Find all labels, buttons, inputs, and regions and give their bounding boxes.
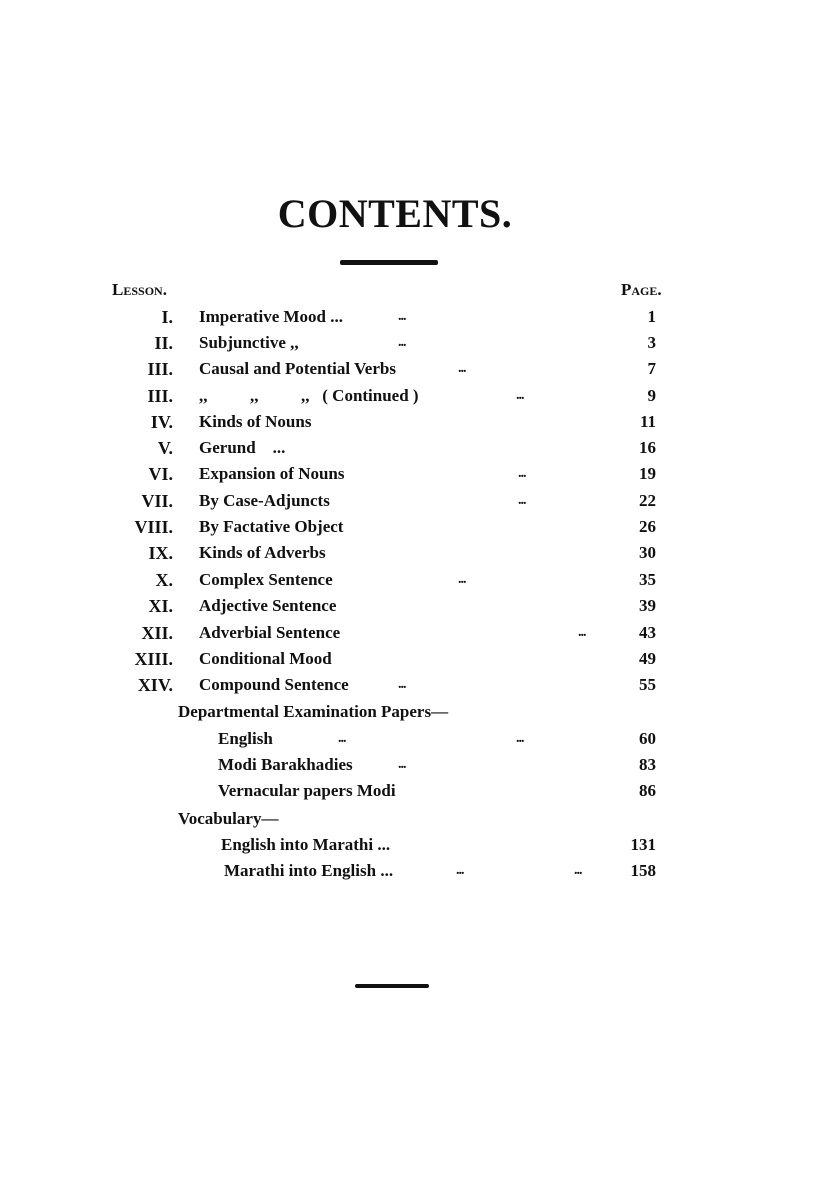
leader-dots: ...: [518, 466, 526, 481]
toc-row-lesson-9[interactable]: [0, 514, 840, 540]
page-number: 9: [647, 386, 656, 405]
section-heading: Departmental Examination Papers—: [178, 702, 449, 721]
lesson-number: II.: [154, 333, 173, 353]
lesson-column-header: Lesson.: [112, 280, 167, 299]
toc-row-marathi-into-english[interactable]: [0, 858, 840, 884]
lesson-title: By Factative Object: [199, 517, 344, 536]
toc-row-lesson-12[interactable]: [0, 593, 840, 619]
toc-row-lesson-13[interactable]: [0, 620, 840, 646]
section-heading: Vocabulary—: [178, 809, 279, 828]
leader-dots: ...: [516, 731, 524, 746]
toc-row-lesson-15[interactable]: [0, 672, 840, 698]
lesson-number: IV.: [150, 412, 173, 432]
page-number: 158: [630, 861, 656, 880]
page-number: 3: [647, 333, 656, 352]
toc-row-lesson-5[interactable]: [0, 409, 840, 435]
toc-row-lesson-6[interactable]: [0, 435, 840, 461]
leader-dots: ...: [574, 863, 582, 878]
page-number: 55: [639, 675, 656, 694]
page-number: 86: [639, 781, 656, 800]
lesson-number: XIII.: [134, 649, 173, 669]
page-number: 1: [647, 307, 656, 326]
page-number: 11: [639, 412, 656, 431]
toc-row-lesson-2[interactable]: [0, 330, 840, 356]
leader-dots: ...: [338, 731, 346, 746]
lesson-title: Expansion of Nouns: [199, 464, 345, 483]
lesson-title: Kinds of Nouns: [199, 412, 312, 431]
toc-row-vernacular-papers[interactable]: [0, 778, 840, 804]
lesson-number: V.: [157, 438, 173, 458]
leader-dots: ...: [398, 677, 406, 692]
toc-row-lesson-14[interactable]: [0, 646, 840, 672]
leader-dots: ...: [578, 625, 586, 640]
lesson-number: I.: [161, 307, 173, 327]
toc-row-lesson-11[interactable]: [0, 567, 840, 593]
entry-title: English into Marathi ...: [221, 835, 391, 854]
toc-row-lesson-4[interactable]: [0, 383, 840, 409]
toc-row-lesson-3[interactable]: [0, 356, 840, 382]
page-number: 19: [639, 464, 656, 483]
entry-title: Marathi into English ...: [224, 861, 394, 880]
leader-dots: ...: [518, 493, 526, 508]
lesson-title: Subjunctive ,,: [199, 333, 299, 352]
lesson-number: III.: [147, 359, 173, 379]
leader-dots: ...: [458, 361, 466, 376]
lesson-number: III.: [147, 386, 173, 406]
leader-dots: ...: [398, 309, 406, 324]
toc-row-english-into-marathi[interactable]: [0, 832, 840, 858]
entry-title: Vernacular papers Modi: [218, 781, 396, 800]
lesson-number: XI.: [148, 596, 173, 616]
page-column-header: Page.: [621, 280, 662, 299]
title-rule: [340, 260, 438, 265]
page-number: 49: [639, 649, 656, 668]
lesson-number: IX.: [148, 543, 173, 563]
page-number: 7: [647, 359, 656, 378]
lesson-title: Gerund ...: [199, 438, 286, 457]
lesson-number: VI.: [148, 464, 173, 484]
page-number: 39: [639, 596, 656, 615]
toc-row-lesson-8[interactable]: [0, 488, 840, 514]
lesson-number: X.: [155, 570, 173, 590]
toc-row-english[interactable]: [0, 726, 840, 752]
lesson-title: Complex Sentence: [199, 570, 333, 589]
lesson-title: Imperative Mood ...: [199, 307, 344, 326]
page-number: 26: [639, 517, 656, 536]
lesson-title: Adverbial Sentence: [199, 623, 341, 642]
page-number: 131: [630, 835, 656, 854]
lesson-number: XIV.: [137, 675, 173, 695]
toc-row-lesson-7[interactable]: [0, 461, 840, 487]
page-title: CONTENTS.: [277, 191, 513, 236]
lesson-number: VII.: [141, 491, 173, 511]
leader-dots: ...: [398, 757, 406, 772]
page-number: 16: [639, 438, 656, 457]
page-number: 22: [639, 491, 656, 510]
lesson-title: Causal and Potential Verbs: [199, 359, 396, 378]
page-number: 83: [639, 755, 656, 774]
lesson-title: Adjective Sentence: [199, 596, 337, 615]
page-number: 30: [639, 543, 656, 562]
toc-section-departmental[interactable]: [0, 699, 840, 725]
lesson-title: ,, ,, ,, ( Continued ): [199, 386, 419, 405]
leader-dots: ...: [458, 572, 466, 587]
toc-section-vocabulary[interactable]: [0, 806, 840, 832]
toc-row-lesson-1[interactable]: [0, 304, 840, 330]
page-number: 60: [639, 729, 656, 748]
lesson-title: Conditional Mood: [199, 649, 332, 668]
page-number: 43: [639, 623, 656, 642]
lesson-number: XII.: [141, 623, 173, 643]
page-number: 35: [639, 570, 656, 589]
lesson-title: Compound Sentence: [199, 675, 349, 694]
toc-row-modi-barakhadies[interactable]: [0, 752, 840, 778]
leader-dots: ...: [516, 388, 524, 403]
leader-dots: ...: [398, 335, 406, 350]
lesson-title: By Case-Adjuncts: [199, 491, 330, 510]
lesson-title: Kinds of Adverbs: [199, 543, 326, 562]
lesson-number: VIII.: [134, 517, 173, 537]
entry-title: Modi Barakhadies: [218, 755, 353, 774]
toc-row-lesson-10[interactable]: [0, 540, 840, 566]
leader-dots: ...: [456, 863, 464, 878]
closing-rule: [355, 984, 429, 988]
entry-title: English: [218, 729, 273, 748]
